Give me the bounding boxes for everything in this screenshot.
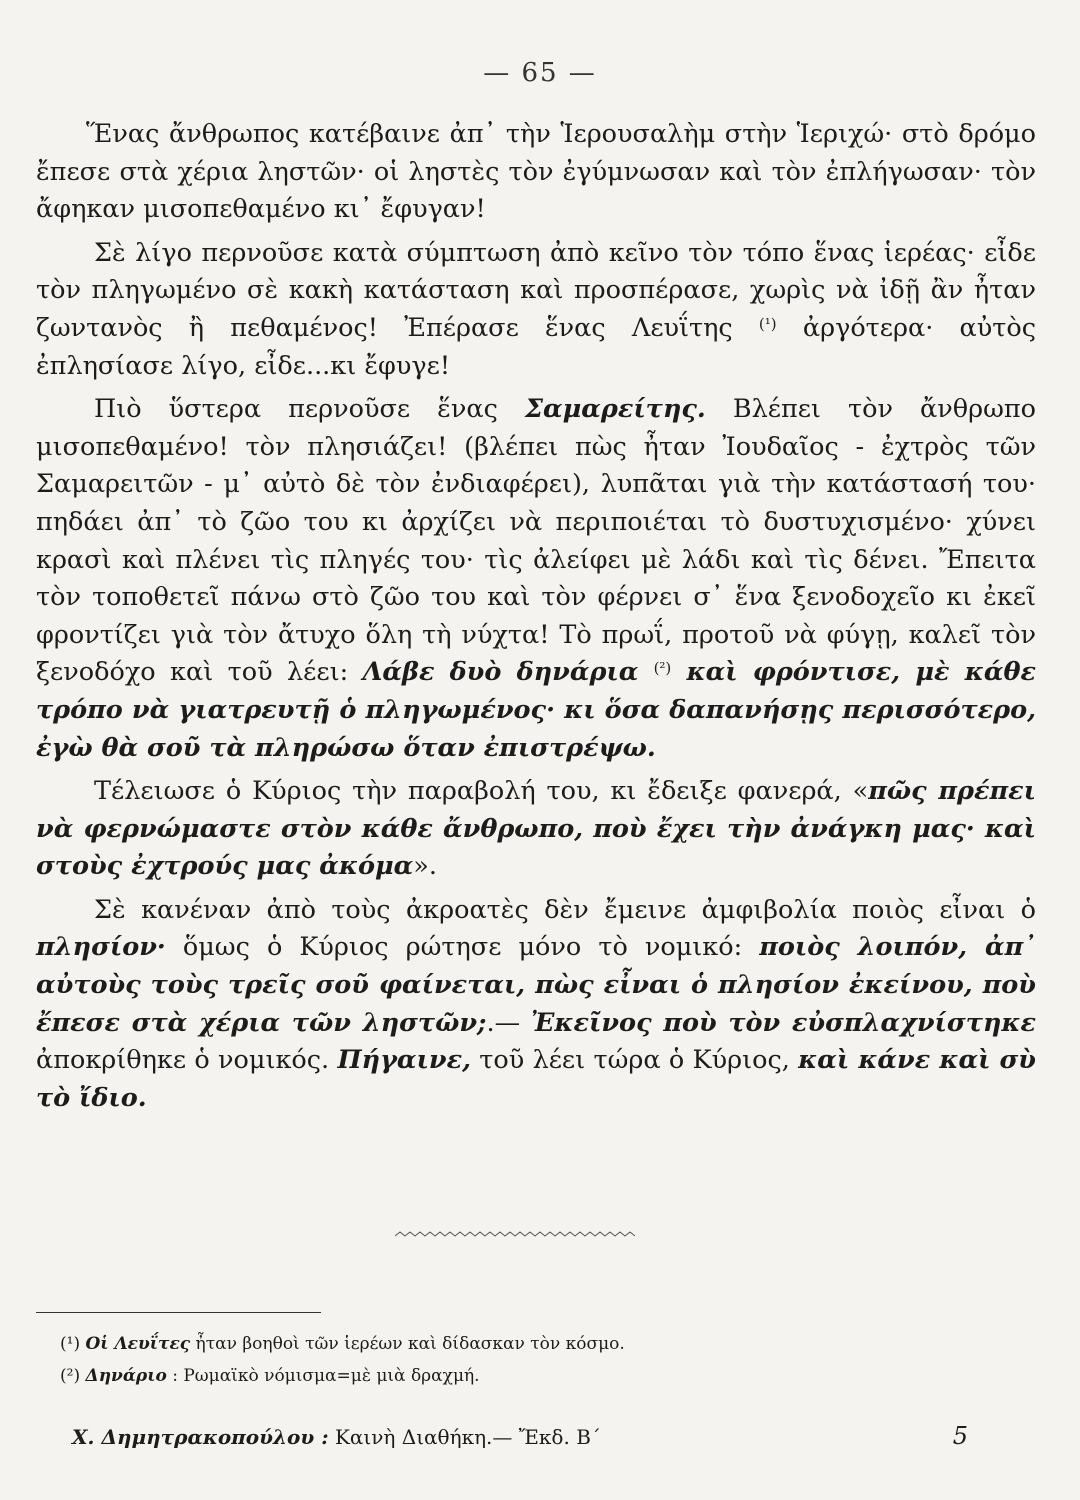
emphasized-text: Σαμαρείτης. (524, 394, 706, 425)
main-text (36, 116, 1036, 1123)
footnote-1 (60, 1328, 1020, 1360)
paragraph (36, 892, 1036, 1118)
text-run: .— (486, 1007, 532, 1038)
footnote-2 (60, 1360, 1020, 1392)
emphasized-text: καὶ κάνε καὶ σὺ τὸ ἴδιο. (36, 1045, 1036, 1113)
signature-number: 5 (952, 1422, 968, 1450)
text-run: Βλέπει τὸν ἄνθρωπο μισοπεθαμένο! τὸν πλησιάζει! (βλέπει πὼς ἦταν Ἰουδαῖος - ἐχτρὸς τῶν Σαμαρειτῶν - μ᾿ αὐτὸ δὲ τὸν ἐνδιαφέρει), λυπᾶται γιὰ τὴν κατάστασή του· πηδάει ἀπ᾿ τὸ ζῶο του κι ἀρχίζει νὰ περιποιέται τὸ δυστυχισμένο· χύνει κρασὶ καὶ πλένει τὶς πληγές του· τὶς ἀλείφει μὲ λάδι καὶ τὶς δένει. Ἔπειτα τὸν τοποθετεῖ πάνω στὸ ζῶο του καὶ τὸν φέρνει σ᾿ ἕνα ξενοδοχεῖο κι ἐκεῖ φροντίζει γιὰ τὸν ἄτυχο ὅλη τὴ νύχτα! Τὸ πρωΐ, προτοῦ νὰ φύγῃ, καλεῖ τὸν ξενοδόχο καὶ τοῦ λέει: (36, 394, 1037, 688)
text-run: ἀποκρίθηκε ὁ νομικός. (36, 1045, 338, 1076)
footnotes (60, 1328, 1020, 1392)
text-run: Ἕνας ἄνθρωπος κατέβαινε ἀπ᾿ τὴν Ἱερουσαλὴμ στὴν Ἱεριχώ· στὸ δρόμο ἔπεσε στὰ χέρια ληστῶν· οἱ ληστὲς τὸν ἐγύμνωσαν καὶ τὸν ἐπλήγωσαν· τὸν ἄφηκαν μισοπεθαμένο κι᾿ ἔφυγαν! (36, 119, 1036, 225)
text-run: Σὲ λίγο περνοῦσε κατὰ σύμπτωση ἀπὸ κεῖνο τὸν τόπο ἕνας ἱερέας· εἶδε τὸν πληγωμένο σὲ κακὴ κατάσταση καὶ προσπέρασε, χωρὶς νὰ ἰδῇ ἂν ἦταν ζωντανὸς ἢ πεθαμένος! Ἐπέρασε ἕνας Λευΐτης (36, 237, 1036, 343)
footnote-text: : Ρωμαϊκὸ νόμισμα=μὲ μιὰ δραχμή. (166, 1366, 480, 1386)
emphasized-text: Λάβε δυὸ δηνάρια (362, 657, 654, 688)
footnote-term: Δηνάριο (85, 1366, 167, 1386)
emphasized-text: πλησίον· (36, 932, 166, 963)
footnote-text: ἦταν βοηθοὶ τῶν ἱερέων καὶ δίδασκαν τὸν κόσμο. (190, 1334, 625, 1354)
text-run: Σὲ κανέναν ἀπὸ τοὺς ἀκροατὲς δὲν ἔμεινε ἀμφιβολία ποιὸς εἶναι ὁ (94, 894, 1036, 925)
book-title: Καινὴ Διαθήκη.— Ἔκδ. Β΄ (334, 1425, 601, 1449)
paragraph (36, 116, 1036, 229)
emphasized-text: καὶ φρόντισε, μὲ κάθε τρόπο νὰ γιατρευτῇ ὁ πληγωμένος· κι ὅσα δαπανήσῃς περισσότερο, ἐγὼ θὰ σοῦ τὰ πληρώσω ὅταν ἐπιστρέψω. (36, 657, 1036, 763)
paragraph (36, 773, 1036, 886)
text-run: ὅμως ὁ Κύριος ρώτησε μόνο τὸ νομικό: (165, 932, 760, 963)
footnote-marker: (¹) (60, 1334, 81, 1354)
paragraph (36, 235, 1036, 385)
text-run: τοῦ λέει τώρα ὁ Κύριος, (470, 1045, 799, 1076)
footnote-marker: (²) (60, 1366, 81, 1386)
emphasized-text: Ἐκεῖνος ποὺ τὸν εὐσπλαχνίστηκε (531, 1007, 1037, 1038)
emphasized-text: ποιὸς λοιπόν, ἀπ᾿ αὐτοὺς τοὺς τρεῖς σοῦ φαίνεται, πὼς εἶναι ὁ πλησίον ἐκείνου, ποὺ ἔπεσε στὰ χέρια τῶν ληστῶν; (36, 932, 1036, 1038)
text-run: ». (413, 851, 438, 882)
text-run: Πιὸ ὕστερα περνοῦσε ἕνας (94, 394, 525, 425)
footnote-term: Οἱ Λευΐτες (85, 1334, 191, 1354)
ornament-divider (395, 1228, 635, 1244)
book-author: Χ. Δημητρακοπούλου : (72, 1425, 329, 1449)
emphasized-text: Πήγαινε, (337, 1045, 471, 1076)
text-run: Τέλειωσε ὁ Κύριος τὴν παραβολή του, κι ἔδειξε φανερά, « (94, 776, 869, 807)
footnote-reference: (²) (653, 659, 672, 678)
book-signature-line (72, 1422, 968, 1450)
page-number: — 65 — (483, 58, 597, 88)
text-run: ἀργότερα· αὐτὸς ἐπλησίασε λίγο, εἶδε...κι ἔφυγε! (36, 312, 1036, 381)
footnote-divider (36, 1312, 321, 1313)
emphasized-text: πῶς πρέπει νὰ φερνώμαστε στὸν κάθε ἄνθρωπο, ποὺ ἔχει τὴν ἀνάγκη μας· καὶ στοὺς ἐχτρούς μας ἀκόμα (36, 776, 1036, 882)
footnote-reference: (¹) (758, 314, 777, 333)
paragraph (36, 391, 1036, 767)
